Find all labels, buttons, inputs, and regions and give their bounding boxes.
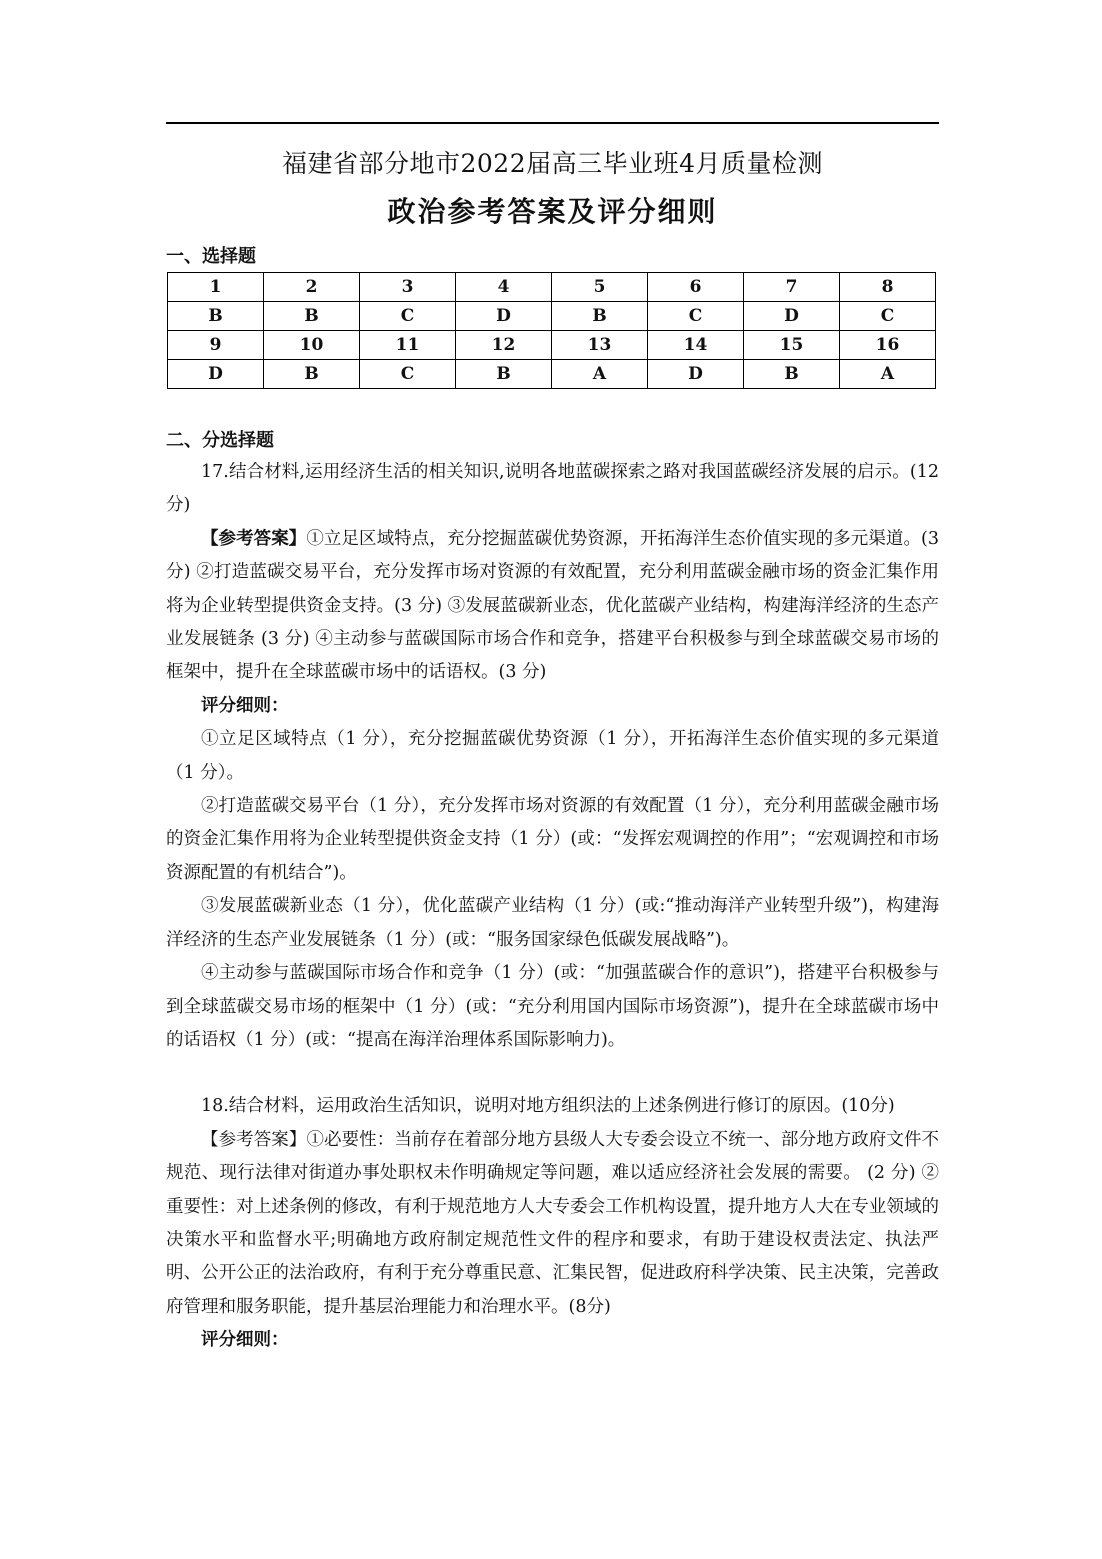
table-cell: D xyxy=(456,302,552,331)
q17-answer-text: ①立足区域特点，充分挖掘蓝碳优势资源，开拓海洋生态价值实现的多元渠道。(3 分) ②打造蓝碳交易平台，充分发挥市场对资源的有效配置，充分利用蓝碳金融市场的资金汇集作用将为企业转型提供资金支持。(3 分) ③发展蓝碳新业态，优化蓝碳产业结构，构建海洋经济的生态产业发展链条 (3 分) ④主动参与蓝碳国际市场合作和竞争，搭建平台积极参与到全球蓝碳交易市场的框架中，提升在全球蓝碳市场中的话语权。(3 分) xyxy=(166,528,939,683)
table-cell: B xyxy=(264,360,360,389)
q18-answer-text: ①必要性：当前存在着部分地方县级人大专委会设立不统一、部分地方政府文件不规范、现行法律对街道办事处职权未作明确规定等问题，难以适应经济社会发展的需要。 (2 分) ②重要性：对上述条例的修改，有利于规范地方人大专委会工作机构设置，提升地方人大在专业领域的决策水平和监督水平;明确地方政府制定规范性文件的程序和要求，有助于建设权责法定、执法严明、公开公正的法治政府，有利于充分尊重民意、汇集民智，促进政府科学决策、民主决策，完善政府管理和服务职能，提升基层治理能力和治理水平。(8分) xyxy=(166,1129,940,1317)
q17-rubric-2: ②打造蓝碳交易平台（1 分），充分发挥市场对资源的有效配置（1 分），充分利用蓝碳金融市场的资金汇集作用将为企业转型提供资金支持（1 分）(或：“发挥宏观调控的作用”；“宏观调控和市场资源配置的有机结合”)。 xyxy=(166,796,939,883)
table-cell: 12 xyxy=(456,331,552,360)
table-cell: C xyxy=(360,302,456,331)
table-cell: 13 xyxy=(552,331,648,360)
table-cell: 9 xyxy=(168,331,264,360)
table-cell: D xyxy=(168,360,264,389)
table-cell: 4 xyxy=(456,273,552,302)
document-title: 政治参考答案及评分细则 xyxy=(387,195,718,228)
table-cell: 11 xyxy=(360,331,456,360)
q17-rubric-4: ④主动参与蓝碳国际市场合作和竞争（1 分）(或：“加强蓝碳合作的意识”)，搭建平台积极参与到全球蓝碳交易市场的框架中（1 分）(或：“充分利用国内国际市场资源”)，提升在全球蓝碳市场中的话语权（1 分）(或：“提高在海洋治理体系国际影响力)。 xyxy=(166,963,939,1050)
answer-table xyxy=(167,272,936,389)
table-row-answers xyxy=(168,360,936,389)
table-cell: D xyxy=(648,360,744,389)
q18-question: 18.结合材料，运用政治生活知识，说明对地方组织法的上述条例进行修订的原因。(10分) xyxy=(201,1096,895,1117)
q17-rubric-1: ①立足区域特点（1 分），充分挖掘蓝碳优势资源（1 分），开拓海洋生态价值实现的多元渠道（1 分）。 xyxy=(166,729,939,783)
table-cell: 16 xyxy=(840,331,936,360)
table-cell: B xyxy=(552,302,648,331)
table-cell: C xyxy=(360,360,456,389)
table-cell: 14 xyxy=(648,331,744,360)
table-row-question-numbers xyxy=(168,331,936,360)
q18-answer xyxy=(166,1124,939,1324)
q18-rubric-label: 评分细则： xyxy=(201,1330,289,1351)
q17-answer-label: 【参考答案】 xyxy=(201,528,307,549)
q17-rubric-3: ③发展蓝碳新业态（1 分），优化蓝碳产业结构（1 分）(或:“推动海洋产业转型升级”)，构建海洋经济的生态产业发展链条（1 分）(或：“服务国家绿色低碳发展战略”)。 xyxy=(166,896,939,950)
table-cell: A xyxy=(840,360,936,389)
q17-answer xyxy=(166,523,939,690)
table-cell: C xyxy=(648,302,744,331)
q18-answer-label: 【参考答案】 xyxy=(201,1129,307,1150)
table-cell: 1 xyxy=(168,273,264,302)
q17-question: 17.结合材料,运用经济生活的相关知识,说明各地蓝碳探索之路对我国蓝碳经济发展的启示。(12分) xyxy=(166,462,939,516)
table-cell: C xyxy=(840,302,936,331)
exam-header-title: 福建省部分地市2022届高三毕业班4月质量检测 xyxy=(281,149,824,178)
table-cell: 15 xyxy=(744,331,840,360)
q17-rubric-label: 评分细则： xyxy=(201,695,289,716)
table-cell: D xyxy=(744,302,840,331)
table-cell: B xyxy=(264,302,360,331)
table-cell: A xyxy=(552,360,648,389)
document-body xyxy=(166,456,939,1358)
table-cell: B xyxy=(456,360,552,389)
table-cell: 8 xyxy=(840,273,936,302)
table-cell: 10 xyxy=(264,331,360,360)
table-cell: B xyxy=(168,302,264,331)
table-cell: 6 xyxy=(648,273,744,302)
table-cell: 2 xyxy=(264,273,360,302)
table-cell: B xyxy=(744,360,840,389)
top-rule xyxy=(166,122,939,124)
table-cell: 3 xyxy=(360,273,456,302)
table-row-question-numbers xyxy=(168,273,936,302)
section1-heading: 一、选择题 xyxy=(166,246,256,267)
table-cell: 7 xyxy=(744,273,840,302)
table-cell: 5 xyxy=(552,273,648,302)
table-row-answers xyxy=(168,302,936,331)
section2-heading: 二、分选择题 xyxy=(166,430,274,451)
